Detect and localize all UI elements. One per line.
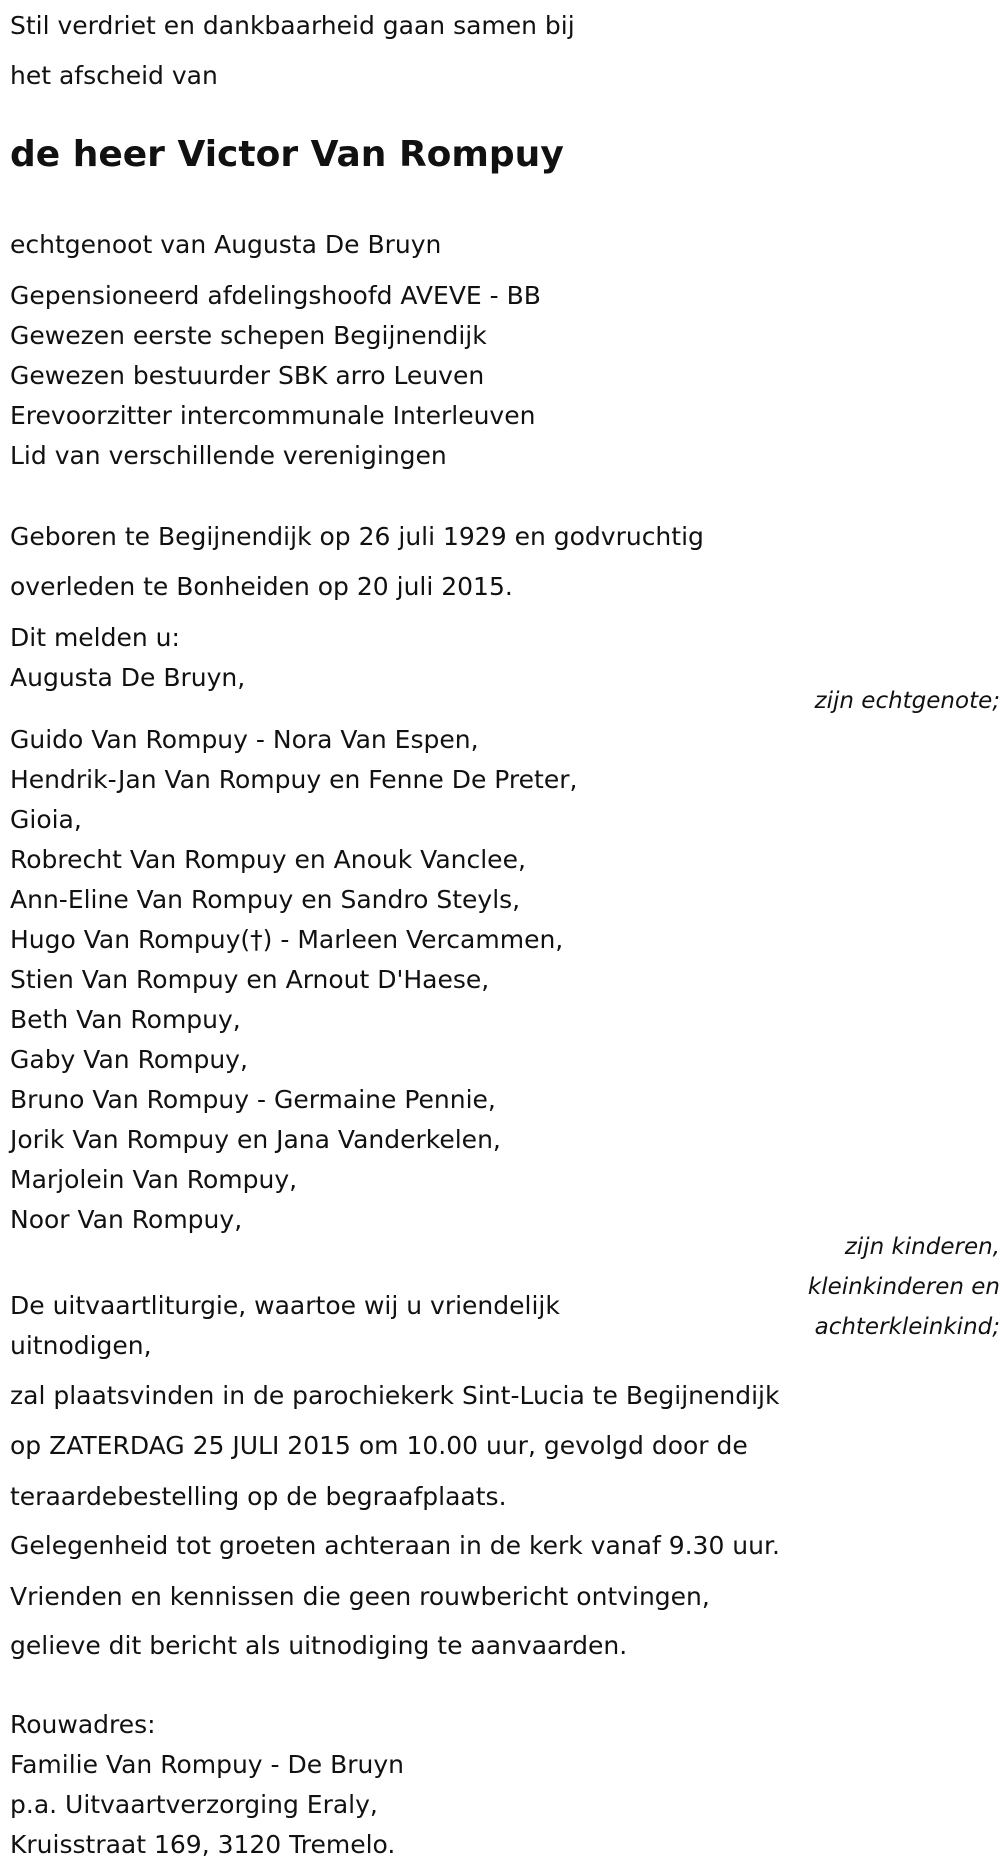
address-line: Familie Van Rompuy - De Bruyn [10, 1750, 405, 1779]
family-member: Gaby Van Rompuy, [10, 1045, 248, 1074]
family-member: Ann-Eline Van Rompuy en Sandro Steyls, [10, 885, 521, 914]
announce-spouse: Augusta De Bruyn, [10, 663, 246, 692]
announce-block [10, 618, 245, 698]
funeral-line-3: zal plaatsvinden in de parochiekerk Sint-Lucia te Begijnendijk [10, 1381, 780, 1410]
family-member: Hugo Van Rompuy(†) - Marleen Vercammen, [10, 925, 564, 954]
birth-death-line-2: overleden te Bonheiden op 20 juli 2015. [10, 572, 513, 601]
intro-line-1: Stil verdriet en dankbaarheid gaan samen bij [10, 11, 575, 40]
intro-line-2: het afscheid van [10, 61, 218, 90]
family-member: Hendrik-Jan Van Rompuy en Fenne De Preter, [10, 765, 578, 794]
title-item: Erevoorzitter intercommunale Interleuven [10, 401, 536, 430]
family-member: Beth Van Rompuy, [10, 1005, 241, 1034]
spouse-line: echtgenoot van Augusta De Bruyn [10, 230, 442, 259]
titles-list [10, 276, 541, 476]
family-role-line: achterkleinkind; [814, 1314, 1000, 1340]
family-member: Robrecht Van Rompuy en Anouk Vanclee, [10, 845, 526, 874]
family-member: Stien Van Rompuy en Arnout D'Haese, [10, 965, 490, 994]
title-item: Gepensioneerd afdelingshoofd AVEVE - BB [10, 281, 541, 310]
announce-label: Dit melden u: [10, 623, 180, 652]
family-member: Noor Van Rompuy, [10, 1205, 243, 1234]
family-role-line: zijn kinderen, [844, 1234, 1000, 1260]
birth-death-line-1: Geboren te Begijnendijk op 26 juli 1929 en godvruchtig [10, 522, 704, 551]
deceased-name: de heer Victor Van Rompuy [10, 134, 564, 175]
funeral-line-2: uitnodigen, [10, 1331, 152, 1360]
family-role-line: kleinkinderen en [807, 1274, 1000, 1300]
funeral-line-4: op ZATERDAG 25 JULI 2015 om 10.00 uur, gevolgd door de [10, 1431, 748, 1460]
spouse-role: zijn echtgenote; [814, 688, 1000, 714]
funeral-line-7: Vrienden en kennissen die geen rouwbericht ontvingen, [10, 1582, 710, 1611]
title-item: Gewezen eerste schepen Begijnendijk [10, 321, 487, 350]
family-member: Jorik Van Rompuy en Jana Vanderkelen, [10, 1125, 501, 1154]
family-member: Bruno Van Rompuy - Germaine Pennie, [10, 1085, 496, 1114]
funeral-line-8: gelieve dit bericht als uitnodiging te aanvaarden. [10, 1631, 628, 1660]
family-roles [770, 1227, 1000, 1347]
funeral-line-1: De uitvaartliturgie, waartoe wij u vriendelijk [10, 1291, 560, 1320]
address-block [10, 1705, 404, 1865]
family-member: Guido Van Rompuy - Nora Van Espen, [10, 725, 479, 754]
address-label: Rouwadres: [10, 1710, 156, 1739]
family-member: Marjolein Van Rompuy, [10, 1165, 298, 1194]
address-line: p.a. Uitvaartverzorging Eraly, [10, 1790, 378, 1819]
family-list [10, 720, 577, 1240]
funeral-line-5: teraardebestelling op de begraafplaats. [10, 1482, 507, 1511]
address-line: Kruisstraat 169, 3120 Tremelo. [10, 1830, 396, 1859]
title-item: Lid van verschillende verenigingen [10, 441, 447, 470]
title-item: Gewezen bestuurder SBK arro Leuven [10, 361, 485, 390]
family-member: Gioia, [10, 805, 82, 834]
funeral-line-6: Gelegenheid tot groeten achteraan in de kerk vanaf 9.30 uur. [10, 1531, 780, 1560]
